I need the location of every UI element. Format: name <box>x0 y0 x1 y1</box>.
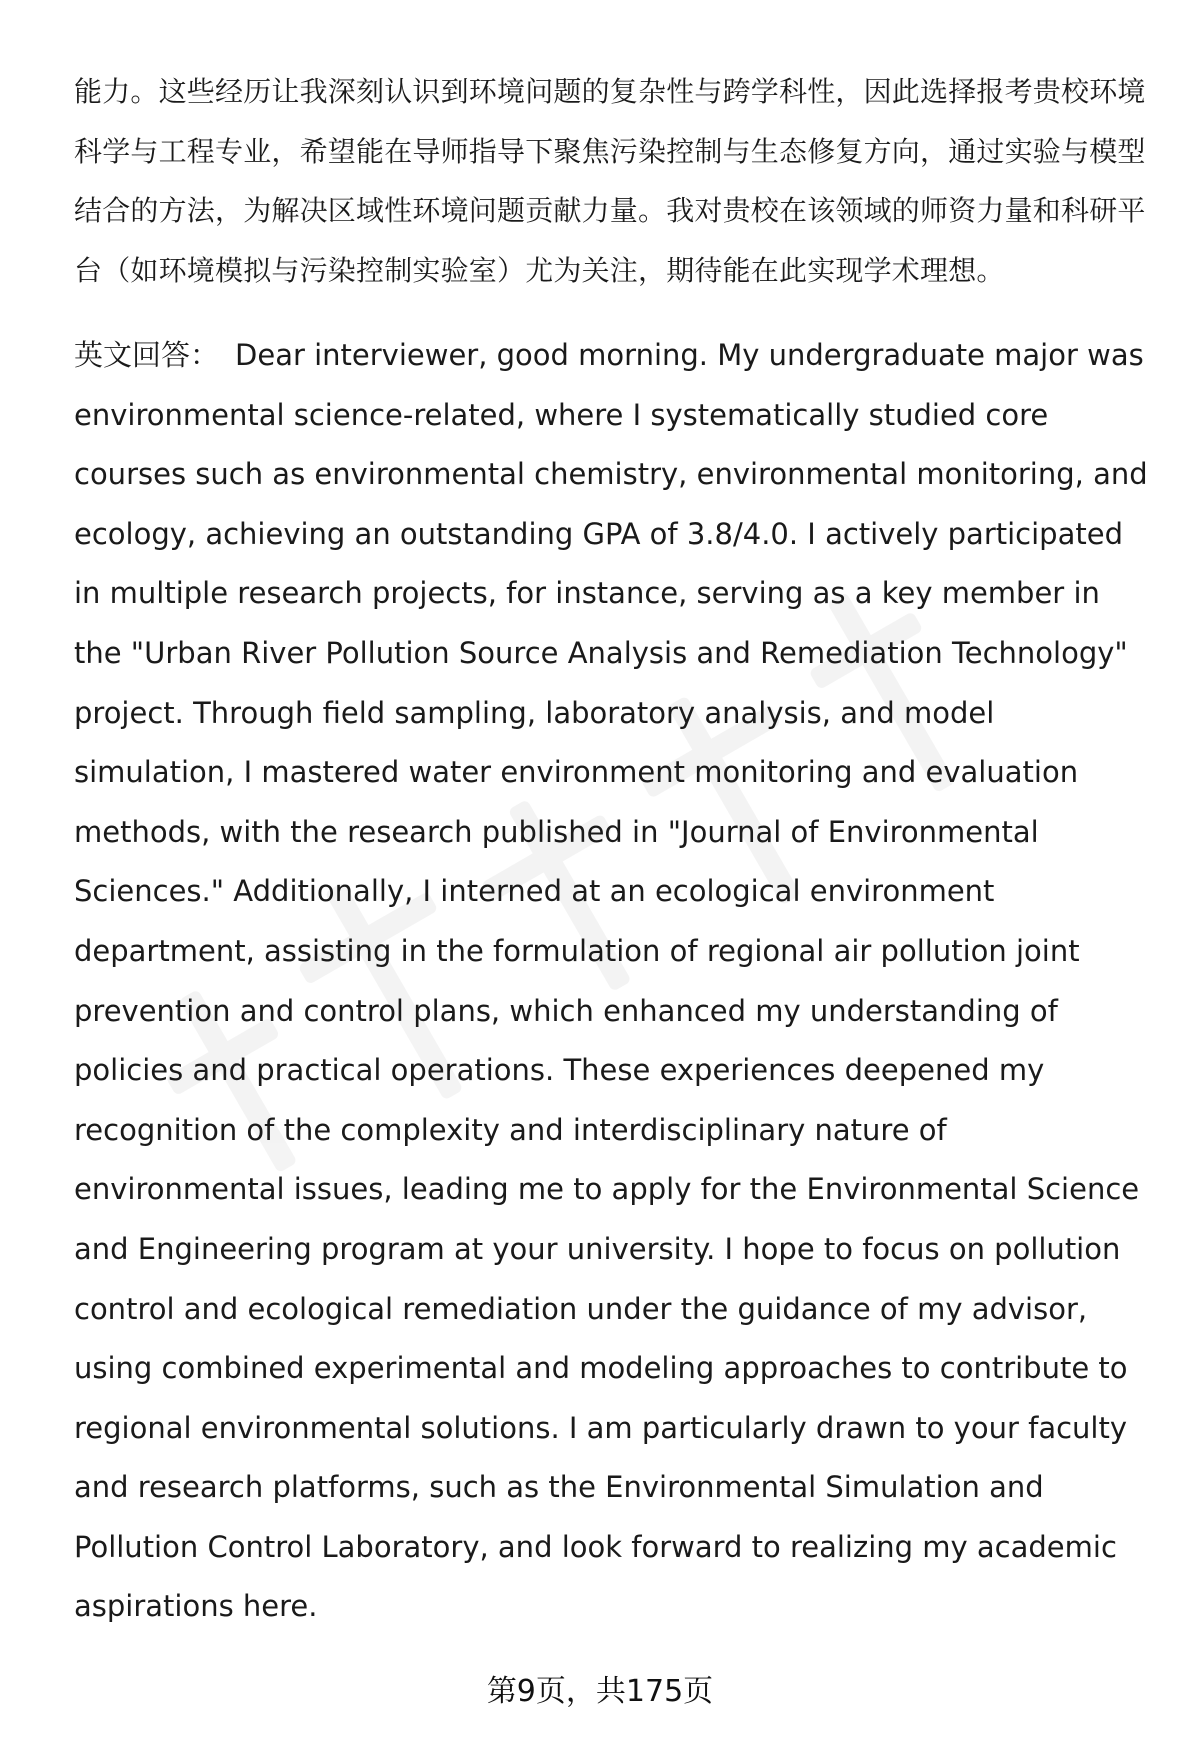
document-body <box>74 62 1154 1637</box>
chinese-paragraph: 能力。这些经历让我深刻认识到环境问题的复杂性与跨学科性，因此选择报考贵校环境科学与工程专业，希望能在导师指导下聚焦污染控制与生态修复方向，通过实验与模型结合的方法，为解决区域性环境问题贡献力量。我对贵校在该领域的师资力量和科研平台（如环境模拟与污染控制实验室）尤为关注，期待能在此实现学术理想。 <box>74 75 1146 287</box>
english-answer-paragraph <box>74 326 1154 1637</box>
page-number-footer: 第9页，共175页 <box>486 1674 714 1709</box>
english-answer-text: Dear interviewer, good morning. My undergraduate major was environmental science-related, where I systematically studied core courses such as environmental chemistry, environmental monitoring, and ecology, achieving an outstanding GPA of 3.8/4.0. I actively participated in multiple research projects, for instance, serving as a key member in the "Urban River Pollution Source Analysis and Remediation Technology" project. Through field sampling, laboratory analysis, and model simulation, I mastered water environment monitoring and evaluation methods, with the research published in "Journal of Environmental Sciences." Additionally, I interned at an ecological environment department, assisting in the formulation of regional air pollution joint prevention and control plans, which enhanced my understanding of policies and practical operations. These experiences deepened my recognition of the complexity and interdisciplinary nature of environmental issues, leading me to apply for the Environmental Science and Engineering program at your university. I hope to focus on pollution control and ecological remediation under the guidance of my advisor, using combined experimental and modeling approaches to contribute to regional environmental solutions. I am particularly drawn to your faculty and research platforms, such as the Environmental Simulation and Pollution Control Laboratory, and look forward to realizing my academic aspirations here. <box>74 338 1148 1624</box>
english-answer-label: 英文回答： <box>74 338 220 372</box>
